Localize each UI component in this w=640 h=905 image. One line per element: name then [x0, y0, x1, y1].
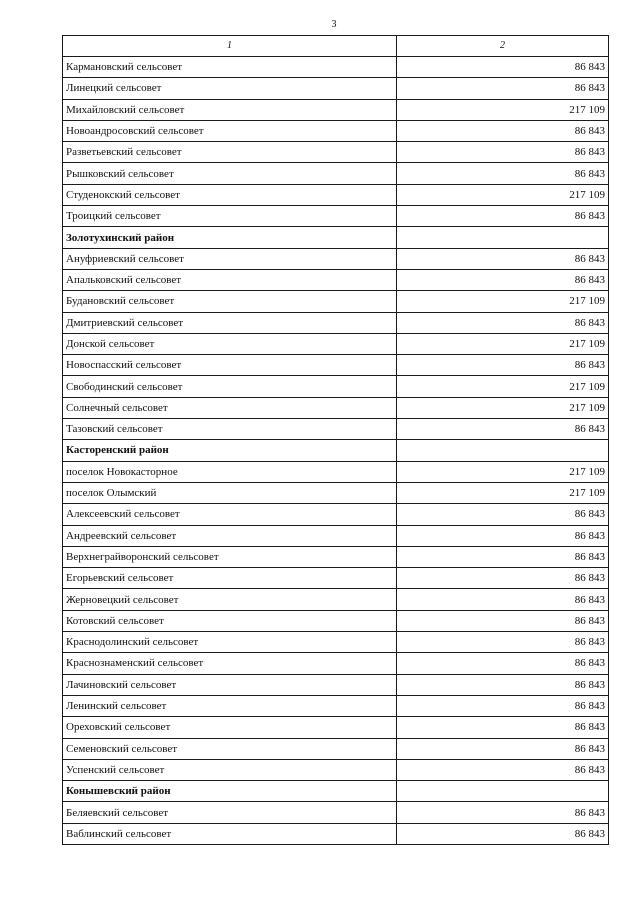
amount-value: 86 843 — [397, 674, 609, 695]
municipality-name: Егорьевский сельсовет — [63, 568, 397, 589]
table-row — [63, 546, 609, 567]
amount-value: 86 843 — [397, 206, 609, 227]
table-header — [63, 36, 609, 57]
table-row — [63, 482, 609, 503]
table-row — [63, 269, 609, 290]
municipality-name: Студенокский сельсовет — [63, 184, 397, 205]
municipality-name: Тазовский сельсовет — [63, 419, 397, 440]
district-row — [63, 227, 609, 248]
municipality-name: Ануфриевский сельсовет — [63, 248, 397, 269]
table-row — [63, 823, 609, 844]
amount-value: 86 843 — [397, 759, 609, 780]
table-row — [63, 461, 609, 482]
table-row — [63, 291, 609, 312]
municipality-name: Линецкий сельсовет — [63, 78, 397, 99]
municipality-name: Успенский сельсовет — [63, 759, 397, 780]
district-name: Конышевский район — [63, 781, 397, 802]
amount-value — [397, 781, 609, 802]
municipality-name: Котовский сельсовет — [63, 610, 397, 631]
municipality-name: Дмитриевский сельсовет — [63, 312, 397, 333]
municipality-name: Ленинский сельсовет — [63, 695, 397, 716]
table-row — [63, 397, 609, 418]
table-row — [63, 568, 609, 589]
table-row — [63, 632, 609, 653]
amount-value: 86 843 — [397, 57, 609, 78]
table-row — [63, 163, 609, 184]
municipality-name: Свободинский сельсовет — [63, 376, 397, 397]
allocation-table — [62, 35, 609, 845]
municipality-name: Ореховский сельсовет — [63, 717, 397, 738]
municipality-name: Разветьевский сельсовет — [63, 142, 397, 163]
table-row — [63, 738, 609, 759]
district-name: Касторенский район — [63, 440, 397, 461]
amount-value: 86 843 — [397, 78, 609, 99]
table-row — [63, 695, 609, 716]
amount-value: 217 109 — [397, 397, 609, 418]
amount-value: 217 109 — [397, 461, 609, 482]
municipality-name: Кармановский сельсовет — [63, 57, 397, 78]
amount-value: 86 843 — [397, 568, 609, 589]
page-number: 3 — [331, 19, 337, 30]
amount-value: 217 109 — [397, 291, 609, 312]
district-row — [63, 781, 609, 802]
amount-value: 86 843 — [397, 269, 609, 290]
table-row — [63, 653, 609, 674]
amount-value: 86 843 — [397, 632, 609, 653]
amount-value: 217 109 — [397, 482, 609, 503]
table-row — [63, 120, 609, 141]
amount-value: 86 843 — [397, 695, 609, 716]
amount-value: 217 109 — [397, 99, 609, 120]
amount-value — [397, 440, 609, 461]
table-row — [63, 355, 609, 376]
amount-value: 86 843 — [397, 120, 609, 141]
table-row — [63, 184, 609, 205]
table-row — [63, 674, 609, 695]
municipality-name: Краснознаменский сельсовет — [63, 653, 397, 674]
table-row — [63, 376, 609, 397]
table-row — [63, 419, 609, 440]
table-row — [63, 589, 609, 610]
municipality-name: Новоспасский сельсовет — [63, 355, 397, 376]
column-header-1: 1 — [63, 36, 397, 57]
district-name: Золотухинский район — [63, 227, 397, 248]
district-row — [63, 440, 609, 461]
municipality-name: Андреевский сельсовет — [63, 525, 397, 546]
table-row — [63, 610, 609, 631]
table-row — [63, 78, 609, 99]
amount-value: 86 843 — [397, 823, 609, 844]
amount-value: 86 843 — [397, 802, 609, 823]
table-row — [63, 312, 609, 333]
municipality-name: Новоандросовский сельсовет — [63, 120, 397, 141]
table-row — [63, 504, 609, 525]
municipality-name: Алексеевский сельсовет — [63, 504, 397, 525]
table-row — [63, 206, 609, 227]
table-row — [63, 717, 609, 738]
table-row — [63, 142, 609, 163]
municipality-name: Апальковский сельсовет — [63, 269, 397, 290]
amount-value: 86 843 — [397, 525, 609, 546]
amount-value: 86 843 — [397, 546, 609, 567]
municipality-name: Беляевский сельсовет — [63, 802, 397, 823]
amount-value: 86 843 — [397, 419, 609, 440]
column-header-2: 2 — [397, 36, 609, 57]
municipality-name: Семеновский сельсовет — [63, 738, 397, 759]
municipality-name: Ваблинский сельсовет — [63, 823, 397, 844]
table-row — [63, 248, 609, 269]
municipality-name: Донской сельсовет — [63, 333, 397, 354]
amount-value: 86 843 — [397, 610, 609, 631]
municipality-name: поселок Новокасторное — [63, 461, 397, 482]
amount-value: 86 843 — [397, 653, 609, 674]
table-row — [63, 525, 609, 546]
table-body — [63, 57, 609, 845]
municipality-name: Рышковский сельсовет — [63, 163, 397, 184]
amount-value: 86 843 — [397, 312, 609, 333]
amount-value: 86 843 — [397, 589, 609, 610]
municipality-name: поселок Олымский — [63, 482, 397, 503]
municipality-name: Верхнеграйворонский сельсовет — [63, 546, 397, 567]
amount-value: 217 109 — [397, 333, 609, 354]
table-row — [63, 759, 609, 780]
municipality-name: Лачиновский сельсовет — [63, 674, 397, 695]
amount-value: 86 843 — [397, 355, 609, 376]
municipality-name: Краснодолинский сельсовет — [63, 632, 397, 653]
amount-value: 86 843 — [397, 142, 609, 163]
amount-value: 86 843 — [397, 717, 609, 738]
municipality-name: Будановский сельсовет — [63, 291, 397, 312]
municipality-name: Жерновецкий сельсовет — [63, 589, 397, 610]
municipality-name: Михайловский сельсовет — [63, 99, 397, 120]
amount-value: 217 109 — [397, 376, 609, 397]
amount-value — [397, 227, 609, 248]
table-row — [63, 333, 609, 354]
table-row — [63, 802, 609, 823]
municipality-name: Троицкий сельсовет — [63, 206, 397, 227]
amount-value: 86 843 — [397, 163, 609, 184]
table-row — [63, 99, 609, 120]
amount-value: 86 843 — [397, 504, 609, 525]
amount-value: 217 109 — [397, 184, 609, 205]
amount-value: 86 843 — [397, 248, 609, 269]
table-header-row — [63, 36, 609, 57]
amount-value: 86 843 — [397, 738, 609, 759]
table-row — [63, 57, 609, 78]
municipality-name: Солнечный сельсовет — [63, 397, 397, 418]
